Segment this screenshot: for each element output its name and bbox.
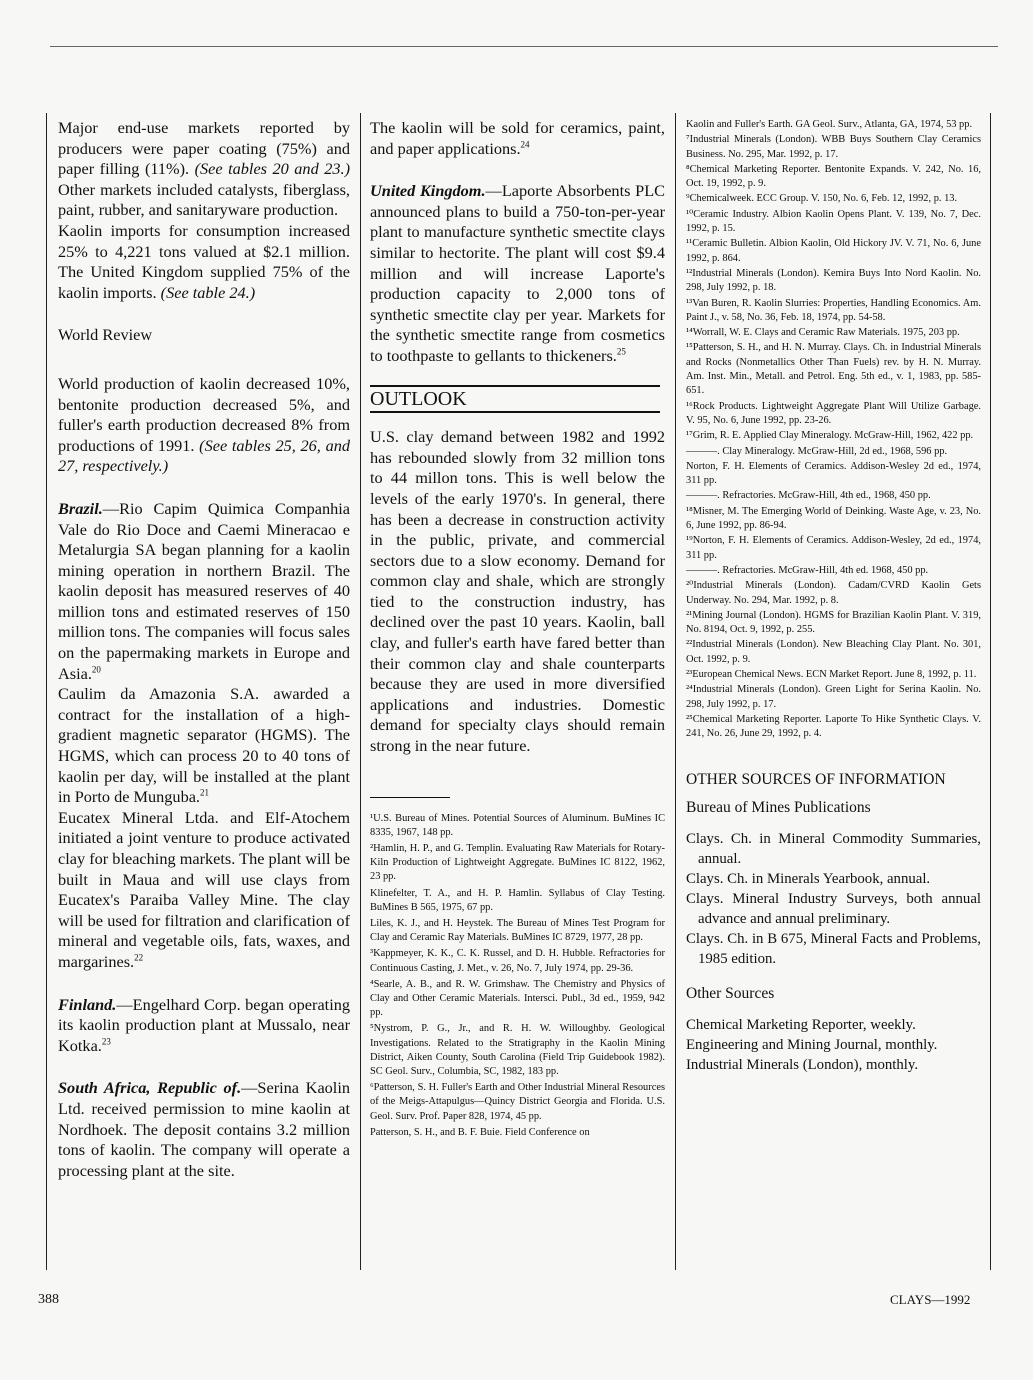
footnote: Patterson, S. H., and B. F. Buie. Field Conference on [370,1126,590,1138]
source-item: Chemical Marketing Reporter, weekly. [686,1017,916,1034]
footnote-rule [370,797,450,798]
reference-item: ———. Clay Mineralogy. McGraw-Hill, 2d ed., 1968, 596 pp. [686,445,948,457]
end-use-paragraph: Major end-use markets reported by producers were paper coating (75%) and paper filling (11%). (See tables 20 and 23.) Other markets included catalysts, fiberglass, paint, rubber, and sanitaryware production. [58,118,350,220]
reference-item: ¹³Van Buren, R. Kaolin Slurries: Properties, Handling Economics. Am. Paint J., v. 58, No. 36, Feb. 18, 1974, pp. 54-58. [686,297,981,323]
page-number: 388 [38,1292,59,1307]
reference-item: ²⁴Industrial Minerals (London). Green Light for Serina Kaolin. No. 298, July 1992, p. 17. [686,684,981,710]
reference-list [686,118,981,741]
reference-item: Kaolin and Fuller's Earth. GA Geol. Surv., Atlanta, GA, 1974, 53 pp. [686,119,973,130]
united-kingdom-paragraph: United Kingdom.—Laporte Absorbents PLC announced plans to build a 750-ton-per-year plant to manufacture synthetic smectite clays similar to hectorite. The plant will cost $9.4 million and will increase Laporte's production capacity to 2,000 tons of synthetic smectite clay per year. Markets for the synthetic smectite range from cosmetics to toothpaste to gellants to thickeners.$^{25}$ [370,181,665,365]
reference-item: ¹⁹Norton, F. H. Elements of Ceramics. Addison-Wesley, 2d ed., 1974, 311 pp. [686,535,981,561]
world-review-heading: World Review [58,325,153,345]
publication-item: Clays. Mineral Industry Surveys, both annual advance and annual preliminary. [686,891,981,928]
kaolin-sales-paragraph: The kaolin will be sold for ceramics, paint, and paper applications.$^{24}$ [370,118,665,158]
finland-paragraph: Finland.—Engelhard Corp. began operating its kaolin production plant at Mussalo, near Kotka.$^{23}$ [58,994,350,1055]
publication-item: Clays. Ch. in B 675, Mineral Facts and Problems, 1985 edition. [686,931,981,968]
footnote: ⁶Patterson, S. H. Fuller's Earth and Other Industrial Mineral Resources of the Meigs-Attapulgus—Quincy District Georgia and Florida. U.S. Geol. Surv. Prof. Paper 828, 1974, 45 pp. [370,1082,665,1122]
reference-item: ¹⁶Rock Products. Lightweight Aggregate Plant Will Utilize Garbage. V. 95, No. 6, June 1992, pp. 23-26. [686,400,981,426]
footnote: ⁵Nystrom, P. G., Jr., and R. H. W. Willoughby. Geological Investigations. Related to the Stratigraphy in the Kaolin Mining District, Aiken County, South Carolina (Field Trip Guidebook 1982). SC Geol. Surv., Columbia, SC, 1982, 183 pp. [370,1023,665,1078]
column-rule-middle-2 [675,113,676,1270]
reference-item: Norton, F. H. Elements of Ceramics. Addison-Wesley 2d ed., 1974, 311 pp. [686,460,981,487]
south-africa-paragraph: South Africa, Republic of.—Serina Kaolin Ltd. received permission to mine kaolin at Nordhoek. The deposit contains 3.2 million tons of kaolin. The company will operate a processing plant at the site. [58,1078,350,1180]
reference-item: ⁸Chemical Marketing Reporter. Bentonite Expands. V. 242, No. 16, Oct. 19, 1992, p. 9. [686,163,981,190]
source-item: Engineering and Mining Journal, monthly. [686,1037,938,1054]
footnote: Liles, K. J., and H. Heystek. The Bureau of Mines Test Program for Clay and Ceramic Ray Materials. BuMines IC 8729, 1977, 28 pp. [370,918,665,944]
other-sources-heading: OTHER SOURCES OF INFORMATION [686,771,946,789]
source-item: Industrial Minerals (London), monthly. [686,1057,919,1074]
outlook-heading: OUTLOOK [370,385,660,414]
brazil-paragraph: Brazil.—Rio Capim Quimica Companhia Vale do Rio Doce and Caemi Mineracao e Metalurgia SA began planning for a kaolin mining operation in northern Brazil. The kaolin deposit has measured reserves of 40 million tons and estimated reserves of 150 million tons. The companies will focus sales on the papermaking markets in Europe and Asia.$^{20}$ [58,498,350,683]
footnote: ³Kappmeyer, K. K., C. K. Russel, and D. H. Hubble. Refractories for Continuous Casting, J. Met., v. 26, No. 7, July 1974, pp. 29-36. [370,948,665,974]
reference-item: ²⁰Industrial Minerals (London). Cadam/CVRD Kaolin Gets Underway. No. 294, Mar. 1992, p. 8. [686,580,981,606]
footnote: ⁴Searle, A. B., and R. W. Grimshaw. The Chemistry and Physics of Clay and Other Ceramic Materials. Intersci. Publ., 3d ed., 1959, 942 pp. [370,978,665,1019]
reference-item: ¹²Industrial Minerals (London). Kemira Buys Into Nord Kaolin. No. 298, July 1992, p. 18. [686,267,981,294]
reference-item: ¹⁷Grim, R. E. Applied Clay Mineralogy. McGraw-Hill, 1962, 422 pp. [686,430,974,442]
reference-item: ———. Refractories. McGraw-Hill, 4th ed. 1968, 450 pp. [686,564,929,576]
reference-item: ⁷Industrial Minerals (London). WBB Buys Southern Clay Ceramics Business. No. 295, Mar. 1992, p. 17. [686,134,981,160]
imports-paragraph: Kaolin imports for consumption increased 25% to 4,221 tons valued at $2.1 million. The United Kingdom supplied 75% of the kaolin imports. (See table 24.) [58,220,350,302]
column-rule-left [46,113,47,1270]
reference-item: ²²Industrial Minerals (London). New Bleaching Clay Plant. No. 301, Oct. 1992, p. 9. [686,639,981,665]
footnote: Klinefelter, T. A., and H. P. Hamlin. Syllabus of Clay Testing. BuMines B 565, 1975, 67 pp. [370,887,665,913]
reference-item: ———. Refractories. McGraw-Hill, 4th ed., 1968, 450 pp. [686,490,931,502]
bureau-of-mines-heading: Bureau of Mines Publications [686,799,871,817]
other-sources-subheading: Other Sources [686,985,775,1003]
footnote: ²Hamlin, H. P., and G. Templin. Evaluating Raw Materials for Rotary-Kiln Production of Lightweight Aggregate. BuMines IC 8122, 1962, 23 pp. [370,843,665,883]
reference-item: ⁹Chemicalweek. ECC Group. V. 150, No. 6, Feb. 12, 1992, p. 13. [686,193,958,205]
column-2 [370,118,665,1142]
bureau-of-mines-list [686,829,981,969]
other-sources-list [686,1015,981,1075]
world-production-paragraph: World production of kaolin decreased 10%, bentonite production decreased 5%, and fuller's earth production decreased 8% from productions of 1991. (See tables 25, 26, and 27, respectively.) [58,373,350,476]
reference-item: ²⁵Chemical Marketing Reporter. Laporte To Hike Synthetic Clays. V. 241, No. 26, June 29, 1992, p. 4. [686,713,981,740]
reference-item: ¹¹Ceramic Bulletin. Albion Kaolin, Old Hickory JV. V. 71, No. 6, June 1992, p. 864. [686,238,981,264]
column-rule-middle-1 [360,113,361,1270]
caulim-paragraph: Caulim da Amazonia S.A. awarded a contract for the installation of a high-gradient magnetic separator (HGMS). The HGMS, which can process 20 to 40 tons of kaolin per day, will be installed at the plant in Porto de Munguba.$^{21}$ [58,684,350,807]
reference-item: ²³European Chemical News. ECN Market Report. June 8, 1992, p. 11. [686,668,977,680]
reference-item: ¹⁴Worrall, W. E. Clays and Ceramic Raw Materials. 1975, 203 pp. [686,327,960,339]
publication-item: Clays. Ch. in Mineral Commodity Summaries, annual. [686,831,981,868]
header-rule [50,46,998,47]
outlook-paragraph: U.S. clay demand between 1982 and 1992 has rebounded slowly from 32 million tons to 44 millon tons. This is well below the levels of the early 1970's. In general, there has been a decrease in construction activity in the public, private, and commercial sectors due to a slow economy. Demand for common clay and shale, which are strongly tied to the construction industry, has declined over the past 10 years. Kaolin, ball clay, and fuller's earth have fared better than their common clay and shale counterparts because they are used in more diversified applications and industries. Domestic demand for specialty clays should remain strong in the near future. [370,427,665,756]
reference-item: ¹⁵Patterson, S. H., and H. N. Murray. Clays. Ch. in Industrial Minerals and Rocks (Nonmetallics Other Than Fuels) rev. by H. N. Murray. Am. Inst. Min., Metall. and Petrol. Eng. 5th ed., v. 1, 1983, pp. 585-651. [686,342,981,397]
column-1 [58,118,350,1181]
reference-item: ¹⁰Ceramic Industry. Albion Kaolin Opens Plant. V. 139, No. 7, Dec. 1992, p. 15. [686,208,981,235]
column-rule-right [990,113,991,1270]
eucatex-paragraph: Eucatex Mineral Ltda. and Elf-Atochem initiated a joint venture to produce activated clay for bleaching markets. The plant will be built in Maua and will use clays from Eucatex's Paraiba Valley Mine. The clay will be used for filtration and clarification of mineral and vegetable oils, fats, waxes, and margarines.$^{22}$ [58,807,350,971]
footnotes [370,812,665,1140]
footnote: ¹U.S. Bureau of Mines. Potential Sources of Aluminum. BuMines IC 8335, 1967, 148 pp. [370,812,665,838]
column-3 [686,118,981,1075]
running-title: CLAYS—1992 [890,1292,971,1307]
publication-item: Clays. Ch. in Minerals Yearbook, annual. [686,871,931,888]
reference-item: ²¹Mining Journal (London). HGMS for Brazilian Kaolin Plant. V. 319, No. 8194, Oct. 9, 1992, p. 255. [686,609,981,636]
reference-item: ¹⁸Misner, M. The Emerging World of Deinking. Waste Age, v. 23, No. 6, June 1992, pp. 86-94. [686,505,981,532]
